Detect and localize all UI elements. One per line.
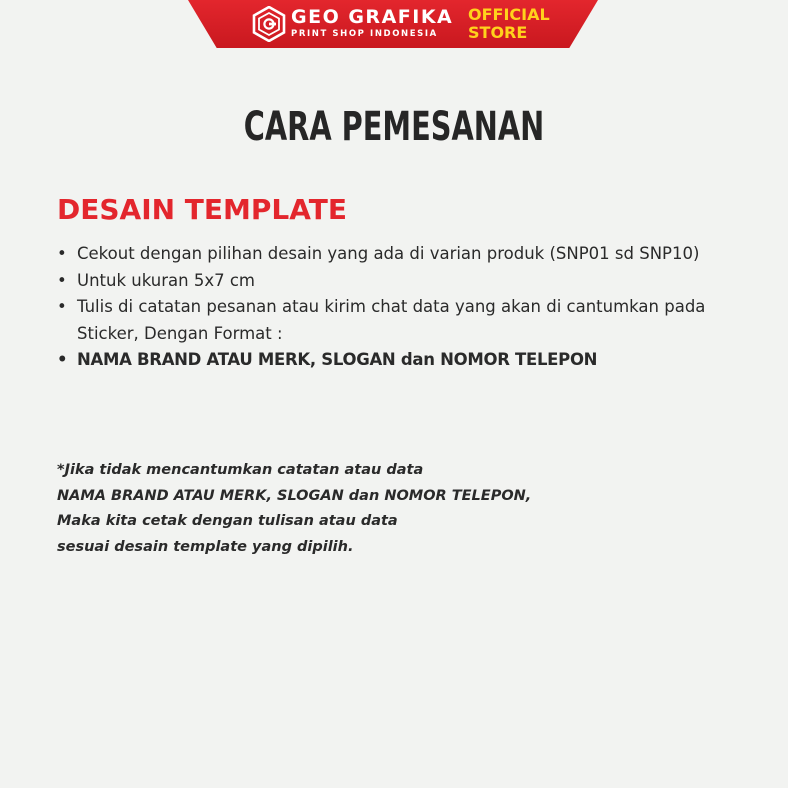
list-item	[57, 268, 737, 295]
instruction-list	[57, 241, 737, 374]
list-item	[57, 347, 737, 374]
bullet-icon: •	[57, 270, 67, 290]
footnote-line: NAMA BRAND ATAU MERK, SLOGAN dan NOMOR TELEPON,	[57, 487, 532, 504]
footnote-line: sesuai desain template yang dipilih.	[57, 539, 354, 556]
list-item	[57, 241, 737, 268]
store-label: STORE	[468, 23, 528, 42]
bullet-icon: •	[57, 297, 67, 316]
footnote	[57, 458, 737, 561]
official-store-badge	[468, 6, 550, 42]
list-item-text: Cekout dengan pilihan desain yang ada di varian produk (SNP01 sd SNP10)	[77, 244, 700, 263]
list-item	[57, 294, 737, 347]
brand-name: GEO GRAFIKA	[291, 6, 454, 28]
list-item-text: Untuk ukuran 5x7 cm	[77, 270, 255, 290]
bullet-icon: •	[57, 350, 68, 369]
page-title: CARA PEMESANAN	[243, 104, 545, 150]
list-item-text: Tulis di catatan pesanan atau kirim chat data yang akan di cantumkan pada Sticker, Dengan Format :	[77, 297, 706, 343]
list-item-text: NAMA BRAND ATAU MERK, SLOGAN dan NOMOR TELEPON	[77, 350, 598, 369]
brand-tagline: PRINT SHOP INDONESIA	[291, 29, 438, 39]
footnote-line: Maka kita cetak dengan tulisan atau data	[57, 513, 398, 530]
section-heading: DESAIN TEMPLATE	[57, 193, 347, 226]
hexagon-logo-icon	[252, 6, 286, 42]
bullet-icon: •	[57, 244, 67, 263]
footnote-line: *Jika tidak mencantumkan catatan atau data	[57, 462, 424, 478]
official-label: OFFICIAL	[468, 5, 550, 24]
